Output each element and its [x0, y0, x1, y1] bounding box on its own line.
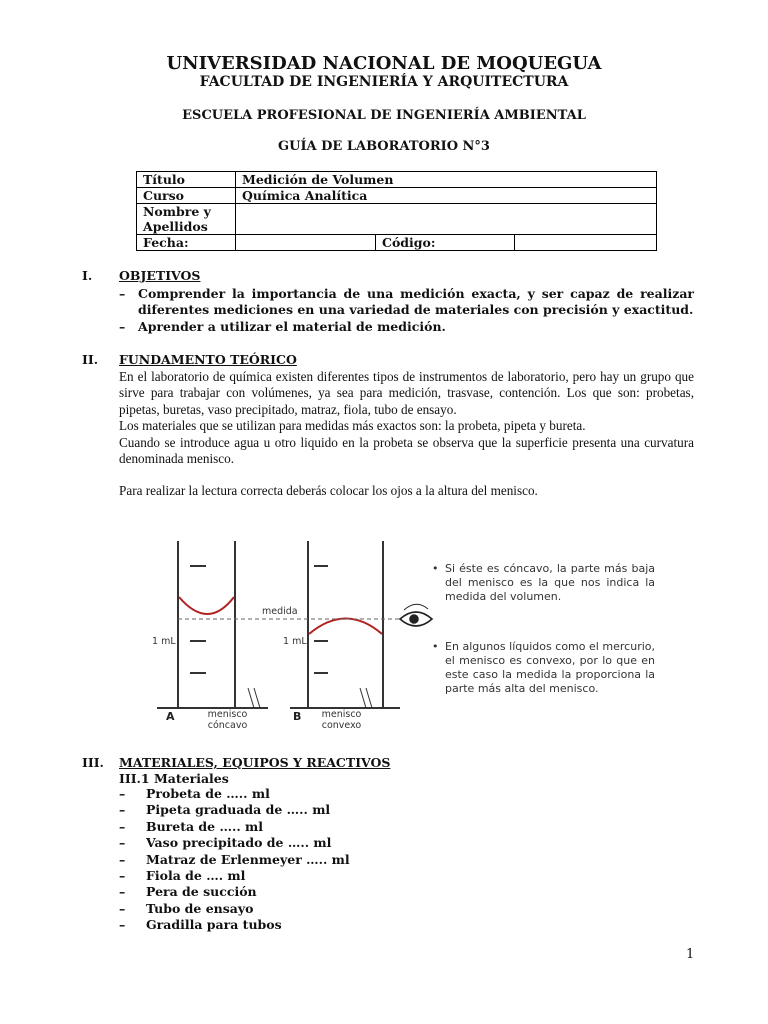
paragraph: Los materiales que se utilizan para medidas más exactos son: la probeta, pipeta y bureta.	[119, 418, 586, 434]
section-number: I.	[82, 268, 93, 283]
dash-marker: –	[119, 884, 126, 900]
convex-meniscus	[309, 619, 382, 635]
paragraph: En el laboratorio de química existen diferentes tipos de instrumentos de laboratorio, pero hay un grupo que sirve para trabajar con volúmenes, ya sea para medición, trasvase, contención. Los que son: probetas, pipetas, buretas, vaso precipitado, matraz, fiola, tubo de ensayo.	[119, 369, 694, 417]
caption-convex	[314, 709, 369, 731]
dash-marker: –	[119, 868, 126, 884]
note-text: En algunos líquidos como el mercurio, el menisco es convexo, por lo que en este caso la medida la proporciona la parte más alta del menisco.	[445, 640, 655, 695]
section-title: MATERIALES, EQUIPOS Y REACTIVOS	[119, 755, 391, 770]
list-item	[119, 802, 350, 818]
section-title: OBJETIVOS	[119, 268, 201, 283]
table-row	[137, 188, 657, 204]
title-label: Título	[137, 172, 236, 188]
course-value: Química Analítica	[236, 188, 657, 204]
date-field[interactable]	[236, 235, 376, 251]
list-item	[119, 286, 694, 319]
list-item	[119, 852, 350, 868]
caption-line: menisco	[321, 709, 362, 720]
list-item	[119, 835, 350, 851]
figure-label-b: B	[293, 710, 302, 723]
school-title: ESCUELA PROFESIONAL DE INGENIERÍA AMBIENTAL	[182, 108, 586, 123]
list-item	[119, 884, 350, 900]
material-text: Vaso precipitado de ….. ml	[146, 835, 332, 851]
dash-marker: –	[119, 318, 126, 334]
note-convex	[432, 640, 655, 696]
list-item	[119, 868, 350, 884]
list-item	[119, 319, 694, 335]
section-number: III.	[82, 755, 104, 770]
material-text: Matraz de Erlenmeyer ….. ml	[146, 851, 350, 867]
list-item	[119, 786, 350, 802]
material-text: Bureta de ….. ml	[146, 818, 263, 834]
cylinder-a	[157, 541, 268, 708]
subsection-title: III.1 Materiales	[119, 771, 229, 786]
guide-title: GUÍA DE LABORATORIO N°3	[278, 139, 490, 154]
note-text: Si éste es cóncavo, la parte más baja del menisco es la que nos indica la medida del volumen.	[445, 562, 655, 603]
paragraph: Para realizar la lectura correcta deberás colocar los ojos a la altura del menisco.	[119, 483, 538, 499]
faculty-title: FACULTAD DE INGENIERÍA Y ARQUITECTURA	[199, 74, 569, 90]
eye-icon	[400, 604, 432, 626]
bullet-marker: •	[432, 562, 439, 575]
list-item	[119, 917, 350, 933]
date-label: Fecha:	[137, 235, 236, 251]
dash-marker: –	[119, 851, 126, 867]
material-text: Pipeta graduada de ….. ml	[146, 802, 331, 818]
list-item	[119, 901, 350, 917]
ml-label-a: 1 mL	[152, 636, 176, 647]
university-title: UNIVERSIDAD NACIONAL DE MOQUEGUA	[166, 53, 602, 74]
objective-text: Comprender la importancia de una medición exacta, y ser capaz de realizar diferentes mediciones en una variedad de materiales con precisión y exactitud.	[138, 286, 694, 318]
figure-label-a: A	[166, 710, 175, 723]
measure-label: medida	[262, 606, 298, 617]
caption-line: cóncavo	[207, 720, 248, 731]
note-concave	[432, 562, 655, 604]
bullet-marker: •	[432, 640, 439, 653]
code-field[interactable]	[515, 235, 657, 251]
info-table	[136, 171, 657, 251]
caption-concave	[200, 709, 255, 731]
section-number: II.	[82, 352, 99, 367]
table-row	[137, 172, 657, 188]
caption-line: convexo	[321, 720, 362, 731]
caption-line: menisco	[207, 709, 248, 720]
dash-marker: –	[119, 286, 126, 301]
name-label: Nombre y Apellidos	[137, 204, 236, 235]
dash-marker: –	[119, 835, 126, 851]
materials-list	[119, 786, 350, 934]
section-title: FUNDAMENTO TEÓRICO	[119, 352, 297, 367]
meniscus-figure	[150, 533, 655, 743]
course-label: Curso	[137, 188, 236, 204]
material-text: Pera de succión	[146, 884, 257, 900]
dash-marker: –	[119, 900, 126, 916]
material-text: Gradilla para tubos	[146, 917, 282, 933]
cylinder-b	[290, 541, 400, 708]
title-value: Medición de Volumen	[236, 172, 657, 188]
code-label: Código:	[376, 235, 515, 251]
material-text: Probeta de ….. ml	[146, 786, 270, 801]
material-text: Tubo de ensayo	[146, 900, 254, 916]
theory-text	[119, 369, 694, 500]
objectives-list	[119, 286, 694, 335]
paragraph: Cuando se introduce agua u otro liquido en la probeta se observa que la superficie presenta una curvatura denominada menisco.	[119, 434, 694, 467]
dash-marker: –	[119, 802, 126, 818]
concave-meniscus	[179, 597, 234, 614]
ml-label-b: 1 mL	[283, 636, 307, 647]
dash-marker: –	[119, 786, 126, 801]
name-field[interactable]	[236, 204, 657, 235]
objective-text: Aprender a utilizar el material de medición.	[138, 318, 446, 334]
table-row	[137, 235, 657, 251]
dash-marker: –	[119, 917, 126, 933]
material-text: Fiola de …. ml	[146, 868, 246, 884]
dash-marker: –	[119, 818, 126, 834]
list-item	[119, 819, 350, 835]
page-number: 1	[686, 947, 695, 962]
table-row	[137, 204, 657, 235]
